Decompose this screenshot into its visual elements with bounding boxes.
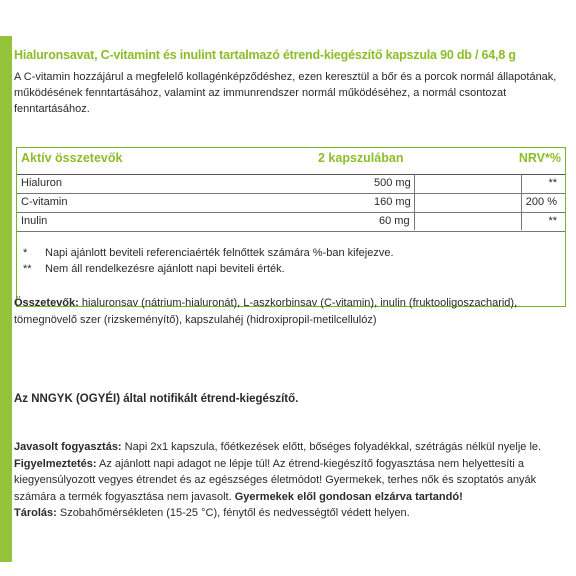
table-row	[17, 175, 565, 194]
ingredients-label: Összetevők:	[14, 297, 79, 309]
header-nrv: NRV*%	[518, 151, 561, 165]
row-name: Hialuron	[21, 177, 62, 189]
label-panel	[12, 36, 576, 562]
table-header	[17, 148, 565, 168]
nutrition-table	[16, 147, 566, 307]
footnote	[23, 261, 563, 277]
warning-text: Az ajánlott napi adagot ne lépje túl! Az étrend-kiegészítő fogyasztása nem helyettesíti a kiegyensúlyozott vegyes étrendet és az egészséges életmódot! Gyermekek, terhes nők és szoptatós anyák számára a termék fogyasztása nem javasolt.	[14, 457, 537, 503]
product-title: Hialuronsavat, C-vitamint és inulint tartalmazó étrend-kiegészítő kapszula 90 db / 64,8 g	[14, 48, 516, 62]
storage-label: Tárolás:	[14, 507, 57, 520]
row-nrv: 200 %	[525, 196, 557, 208]
warning-children: Gyermekek elől gondosan elzárva tartandó!	[231, 490, 463, 503]
usage-section	[14, 439, 574, 522]
top-white-band	[0, 0, 576, 36]
row-nrv: **	[548, 177, 557, 189]
footnote-text: Nem áll rendelkezésre ajánlott napi beviteli érték.	[45, 263, 285, 275]
footnote	[23, 245, 563, 261]
header-active-ingredients: Aktív összetevők	[21, 151, 123, 165]
footnote-mark: **	[23, 263, 32, 275]
bottom-white-band	[0, 562, 576, 576]
row-name: Inulin	[21, 215, 48, 227]
notification-statement: Az NNGYK (OGYÉI) által notifikált étrend-kiegészítő.	[14, 393, 299, 405]
dosage-text: Napi 2x1 kapszula, főétkezések előtt, bőséges folyadékkal, szétrágás nélkül nyelje le.	[121, 441, 542, 453]
storage-text: Szobahőmérsékleten (15-25 °C), fénytől és nedvességtől védett helyen.	[56, 507, 410, 520]
warning-label: Figyelmeztetés:	[14, 457, 97, 470]
row-name: C-vitamin	[21, 196, 68, 208]
intro-text: A C-vitamin hozzájárul a megfelelő kollagénképződéshez, ezen keresztül a bőr és a porcok normál állapotának, működésének fenntartásához, valamint az immunrendszer normál működéséhez, a normál csontozat fenntartásához.	[14, 71, 557, 115]
header-amount: 2 kapszulában	[318, 151, 404, 165]
row-nrv: **	[548, 215, 557, 227]
column-divider	[521, 174, 522, 230]
column-divider	[414, 174, 415, 230]
ingredients-text: hialuronsav (nátrium-hialuronát), L-aszkorbinsav (C-vitamin), inulin (fruktooligoszacharid), tömegnövelő szer (rizskeményítő), kapszulahéj (hidroxipropil-metilcellulóz)	[14, 297, 518, 326]
table-rows	[17, 174, 565, 232]
ingredients-section	[14, 295, 570, 329]
row-amount: 160 mg	[374, 196, 411, 208]
table-footnotes	[23, 245, 563, 277]
footnote-text: Napi ajánlott beviteli referenciaérték felnőttek számára %-ban kifejezve.	[45, 247, 394, 259]
table-row	[17, 213, 565, 232]
row-amount: 60 mg	[379, 215, 410, 227]
dosage-label: Javasolt fogyasztás:	[14, 441, 122, 453]
table-row	[17, 194, 565, 213]
footnote-mark: *	[23, 247, 28, 259]
row-amount: 500 mg	[374, 177, 411, 189]
